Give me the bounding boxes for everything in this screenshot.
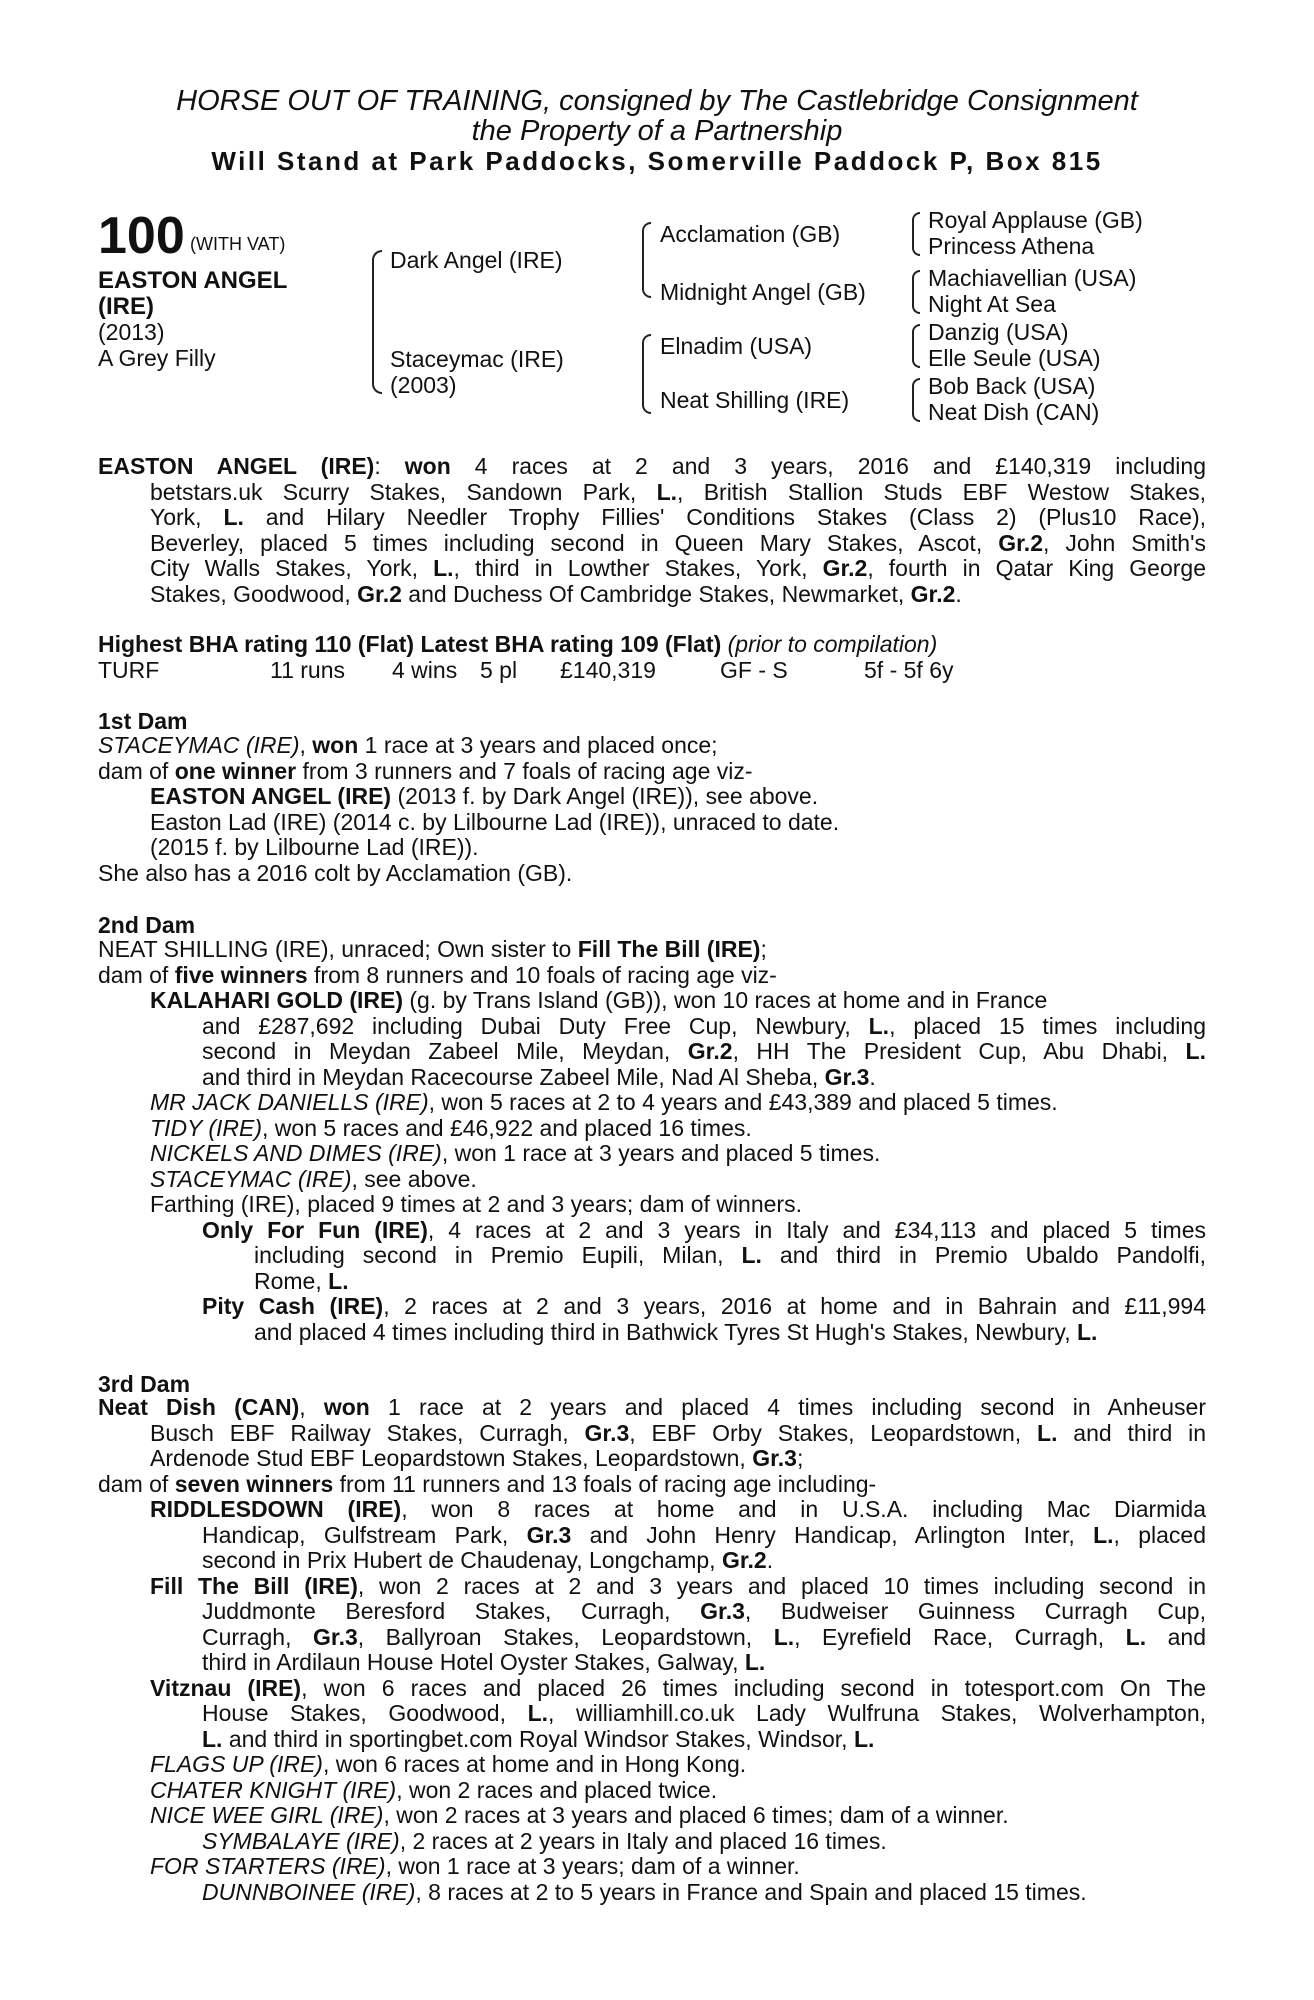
third-dam-line-1: Neat Dish (CAN), won 1 race at 2 years and placed 4 times including second in Anheuser [98,1394,1207,1420]
pedigree-sire-dam: Midnight Angel (GB) [660,279,866,305]
progeny-chater-knight: CHATER KNIGHT (IRE), won 2 races and placed twice. [150,1776,718,1803]
pedigree-g8: Neat Dish (CAN) [928,399,1100,425]
rating-earnings: £140,319 [560,657,656,683]
pedigree-brace-1 [372,250,382,394]
pedigree-dam: Staceymac (IRE) [390,346,564,372]
pedigree-brace-2b [642,334,651,414]
second-dam-section [98,937,1206,1345]
pedigree-g3: Machiavellian (USA) [928,265,1137,291]
progeny-staceymac: STACEYMAC (IRE), see above. [150,1165,477,1192]
third-dam-line-2: Busch EBF Railway Stakes, Curragh, Gr.3, EBF Orby Stakes, Leopardstown, L. and third in [150,1419,1206,1446]
pedigree-sire: Dark Angel (IRE) [390,247,563,273]
rating-going: GF - S [720,657,788,683]
progeny-kalahari-gold: KALAHARI GOLD (IRE) (g. by Trans Island (GB)), won 10 races at home and in France [150,987,1048,1013]
horse-name: EASTON ANGEL [98,267,288,294]
only-for-fun-line-2: including second in Premio Eupili, Milan, L. and third in Premio Ubaldo Pandolfi, [254,1242,1207,1268]
vitznau-line-2: House Stakes, Goodwood, L., williamhill.co.uk Lady Wulfruna Stakes, Wolverhampton, [202,1700,1206,1726]
fill-the-bill-line-2: Juddmonte Beresford Stakes, Curragh, Gr.3, Budweiser Guinness Curragh Cup, [202,1598,1206,1624]
summary-horse-name: EASTON ANGEL (IRE) [98,453,375,479]
rating-runs: 11 runs [270,657,346,683]
progeny-pity-cash: Pity Cash (IRE), 2 races at 2 and 3 years, 2016 at home and in Bahrain and £11,994 [202,1293,1206,1319]
progeny-nice-wee-girl: NICE WEE GIRL (IRE), won 2 races at 3 years and placed 6 times; dam of a winner. [150,1802,1009,1828]
only-for-fun-line-3: Rome, L. [254,1267,349,1294]
pedigree-g6: Elle Seule (USA) [928,345,1101,371]
summary-line-3: York, L. and Hilary Needler Trophy Fillies' Conditions Stakes (Class 2) (Plus10 Race), [150,504,1206,530]
horse-description: A Grey Filly [98,345,216,371]
kalahari-line-4: and third in Meydan Racecourse Zabeel Mile, Nad Al Sheba, Gr.3. [202,1063,876,1090]
summary-line-2: betstars.uk Scurry Stakes, Sandown Park, L., British Stallion Studs EBF Westow Stakes, [150,478,1206,505]
lot-number: 100 [98,207,185,265]
first-dam-line-1: STACEYMAC (IRE), won 1 race at 3 years and placed once; [98,732,718,758]
pedigree-brace-3c [912,324,920,368]
pedigree-dam-year: (2003) [390,372,457,398]
pedigree-sire-sire: Acclamation (GB) [660,221,841,247]
progeny-nickels-and-dimes: NICKELS AND DIMES (IRE), won 1 race at 3 years and placed 5 times. [150,1140,881,1166]
progeny-tidy: TIDY (IRE), won 5 races and £46,922 and placed 16 times. [150,1114,752,1141]
riddlesdown-line-2: Handicap, Gulfstream Park, Gr.3 and John Henry Handicap, Arlington Inter, L., placed [202,1521,1206,1548]
first-dam-line-5: (2015 f. by Lilbourne Lad (IRE)). [150,834,479,860]
riddlesdown-line-3: second in Prix Hubert de Chaudenay, Longchamp, Gr.2. [202,1547,774,1573]
rating-placed: 5 pl [480,657,518,683]
first-dam-line-4: Easton Lad (IRE) (2014 c. by Lilbourne Lad (IRE)), unraced to date. [150,808,840,835]
progeny-symbalaye: SYMBALAYE (IRE), 2 races at 2 years in Italy and placed 16 times. [202,1827,887,1854]
first-dam-title: 1st Dam [98,708,188,734]
progeny-farthing: Farthing (IRE), placed 9 times at 2 and 3 years; dam of winners. [150,1191,802,1217]
progeny-dunnboinee: DUNNBOINEE (IRE), 8 races at 2 to 5 years in France and Spain and placed 15 times. [202,1878,1087,1905]
kalahari-line-2: and £287,692 including Dubai Duty Free Cup, Newbury, L., placed 15 times including [202,1012,1206,1039]
summary-line-1: EASTON ANGEL (IRE): won 4 races at 2 and 3 years, 2016 and £140,319 including [98,453,1206,479]
pedigree-g4: Night At Sea [928,291,1056,317]
progeny-flags-up: FLAGS UP (IRE), won 6 races at home and in Hong Kong. [150,1751,747,1777]
fill-the-bill-line-4: third in Ardilaun House Hotel Oyster Stakes, Galway, L. [202,1649,766,1675]
pedigree-g1: Royal Applause (GB) [928,207,1143,233]
pedigree-dam-sire: Elnadim (USA) [660,333,813,359]
first-dam-line-6: She also has a 2016 colt by Acclamation (GB). [98,859,573,886]
progeny-riddlesdown: RIDDLESDOWN (IRE), won 8 races at home and in U.S.A. including Mac Diarmida [150,1496,1206,1522]
summary-line-6: Stakes, Goodwood, Gr.2 and Duchess Of Cambridge Stakes, Newmarket, Gr.2. [150,580,962,607]
fill-the-bill-line-3: Curragh, Gr.3, Ballyroan Stakes, Leopardstown, L., Eyrefield Race, Curragh, L. and [202,1623,1206,1650]
second-dam-title: 2nd Dam [98,912,196,938]
pedigree-g2: Princess Athena [928,233,1095,259]
first-dam-section [98,733,1206,886]
kalahari-line-3: second in Meydan Zabeel Mile, Meydan, Gr.2, HH The President Cup, Abu Dhabi, L. [202,1038,1206,1064]
vat-note: (WITH VAT) [190,234,286,254]
pedigree-g7: Bob Back (USA) [928,373,1096,399]
third-dam-section [98,1395,1206,1905]
second-dam-line-1: NEAT SHILLING (IRE), unraced; Own sister to Fill The Bill (IRE); [98,936,767,962]
progeny-fill-the-bill: Fill The Bill (IRE), won 2 races at 2 and 3 years and placed 10 times including second in [150,1572,1206,1599]
header-property: the Property of a Partnership [471,115,843,147]
header-consignor: HORSE OUT OF TRAINING, consigned by The Castlebridge Consignment [176,85,1138,117]
progeny-for-starters: FOR STARTERS (IRE), won 1 race at 3 years; dam of a winner. [150,1853,800,1879]
pedigree-dam-dam: Neat Shilling (IRE) [660,387,850,413]
rating-wins: 4 wins [392,657,458,683]
third-dam-line-3: Ardenode Stud EBF Leopardstown Stakes, Leopardstown, Gr.3; [150,1445,804,1471]
progeny-vitznau: Vitznau (IRE), won 6 races and placed 26 times including second in totesport.com On The [150,1674,1206,1701]
pedigree-brace-3b [912,270,920,314]
summary-line-4: Beverley, placed 5 times including second in Queen Mary Stakes, Ascot, Gr.2, John Smith's [150,529,1206,556]
progeny-only-for-fun: Only For Fun (IRE), 4 races at 2 and 3 years in Italy and £34,113 and placed 5 times [202,1216,1206,1243]
progeny-mr-jack-daniells: MR JACK DANIELLS (IRE), won 5 races at 2 to 4 years and £43,389 and placed 5 times. [150,1089,1058,1115]
third-dam-title: 3rd Dam [98,1371,191,1397]
pedigree-g5: Danzig (USA) [928,319,1069,345]
header-stand: Will Stand at Park Paddocks, Somerville Paddock P, Box 815 [211,146,1103,176]
horse-year: (2013) [98,319,165,345]
rating-distance: 5f - 5f 6y [864,657,954,683]
horse-country: (IRE) [98,293,154,320]
vitznau-line-3: L. and third in sportingbet.com Royal Windsor Stakes, Windsor, L. [202,1725,875,1752]
race-summary [98,454,1206,607]
third-dam-line-4: dam of seven winners from 11 runners and 13 foals of racing age including- [98,1470,877,1497]
pedigree-brace-3d [912,378,920,422]
second-dam-line-2: dam of five winners from 8 runners and 10 foals of racing age viz- [98,961,777,988]
summary-line-5: City Walls Stakes, York, L., third in Lowther Stakes, York, Gr.2, fourth in Qatar King George [150,555,1206,581]
pedigree-brace-2a [642,222,651,298]
rating-surface: TURF [98,657,160,683]
first-dam-line-3: EASTON ANGEL (IRE) (2013 f. by Dark Angel (IRE)), see above. [150,783,819,809]
bha-rating: Highest BHA rating 110 (Flat) Latest BHA rating 109 (Flat) (prior to compilation) [98,631,938,657]
pity-cash-line-2: and placed 4 times including third in Bathwick Tyres St Hugh's Stakes, Newbury, L. [254,1318,1098,1345]
first-dam-line-2: dam of one winner from 3 runners and 7 foals of racing age viz- [98,757,753,784]
pedigree-brace-3a [912,212,920,256]
